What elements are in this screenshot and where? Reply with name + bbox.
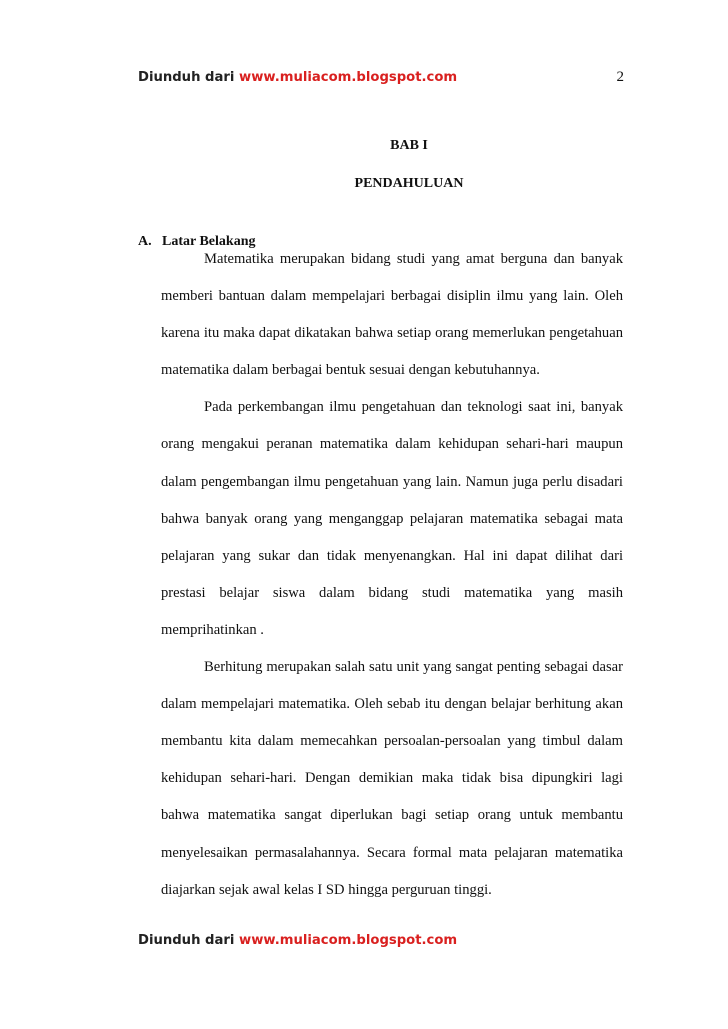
chapter-label: BAB I: [390, 138, 428, 153]
page-footer: [138, 933, 457, 948]
header-source-label: Diunduh dari: [138, 70, 235, 85]
paragraph: Pada perkembangan ilmu pengetahuan dan teknologi saat ini, banyak orang mengakui peranan matematika dalam kehidupan sehari-hari maupun dalam pengembangan ilmu pengetahuan yang lain. Namun juga perlu disadari bahwa banyak orang yang menganggap pelajaran matematika sebagai mata pelajaran yang sukar dan tidak menyenangkan. Hal ini dapat dilihat dari prestasi belajar siswa dalam bidang studi matematika yang masih memprihatinkan .: [161, 399, 623, 638]
paragraph: Matematika merupakan bidang studi yang amat berguna dan banyak memberi bantuan dalam mempelajari berbagai disiplin ilmu yang lain. Oleh karena itu maka dapat dikatakan bahwa setiap orang memerlukan pengetahuan matematika dalam berbagai bentuk sesuai dengan kebutuhannya.: [161, 251, 623, 379]
page-header: [138, 70, 457, 85]
footer-source-link[interactable]: www.muliacom.blogspot.com: [239, 933, 458, 948]
header-source-link[interactable]: www.muliacom.blogspot.com: [239, 70, 458, 85]
chapter-title: PENDAHULUAN: [354, 176, 464, 191]
footer-source-label: Diunduh dari: [138, 933, 235, 948]
paragraph: Berhitung merupakan salah satu unit yang sangat penting sebagai dasar dalam mempelajari matematika. Oleh sebab itu dengan belajar berhitung akan membantu kita dalam memecahkan persoalan-persoalan yang timbul dalam kehidupan sehari-hari. Dengan demikian maka tidak bisa dipungkiri lagi bahwa matematika sangat diperlukan bagi setiap orang untuk membantu menyelesaikan permasalahannya. Secara formal mata pelajaran matematika diajarkan sejak awal kelas I SD hingga perguruan tinggi.: [161, 659, 623, 898]
section-letter: A.: [138, 234, 152, 249]
page-number: 2: [616, 69, 624, 85]
section-title: Latar Belakang: [162, 234, 256, 249]
body-text: [161, 241, 623, 909]
